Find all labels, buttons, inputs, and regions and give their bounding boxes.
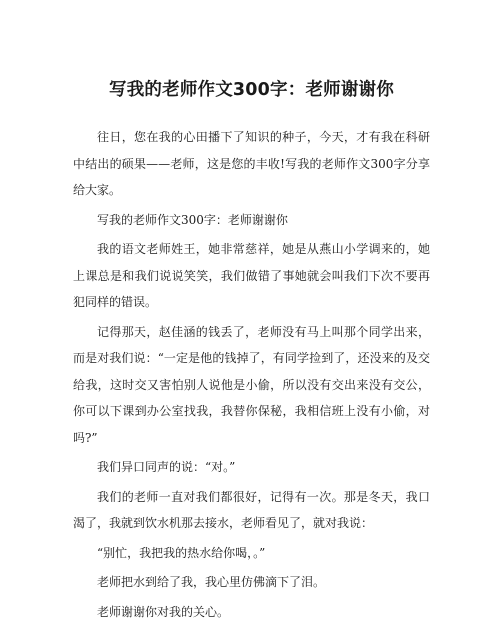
paragraph-subtitle: 写我的老师作文300字：老师谢谢你 bbox=[73, 207, 430, 234]
paragraph-winter: 我们的老师一直对我们都很好，记得有一次。那是冬天，我口渴了，我就到饮水机那去接水，老师看见了，就对我说： bbox=[73, 484, 430, 537]
paragraph-teacher-intro: 我的语文老师姓王，她非常慈祥，她是从燕山小学调来的，她上课总是和我们说说笑笑，我们做错了事她就会叫我们下次不要再犯同样的错误。 bbox=[73, 236, 430, 316]
paragraph-intro: 往日，您在我的心田播下了知识的种子，今天，才有我在科研中结出的硕果——老师，这是您的丰收!写我的老师作文300字分享给大家。 bbox=[73, 124, 430, 204]
article-title: 写我的老师作文300字：老师谢谢你 bbox=[73, 78, 430, 102]
paragraph-reply: 我们异口同声的说：“对。” bbox=[73, 454, 430, 481]
paragraph-quote: “别忙，我把我的热水给你喝，。” bbox=[73, 540, 430, 567]
paragraph-lost-money: 记得那天，赵佳涵的钱丢了，老师没有马上叫那个同学出来，而是对我们说：“一定是他的钱掉了，有同学捡到了，还没来的及交给我，这时交又害怕别人说他是小偷，所以没有交出来没有交公，你可以下课到办公室找我，我替你保秘，我相信班上没有小偷，对吗?” bbox=[73, 319, 430, 452]
paragraph-water: 老师把水到给了我，我心里仿佛滴下了泪。 bbox=[73, 569, 430, 596]
paragraph-thanks: 老师谢谢你对我的关心。 bbox=[73, 599, 430, 625]
